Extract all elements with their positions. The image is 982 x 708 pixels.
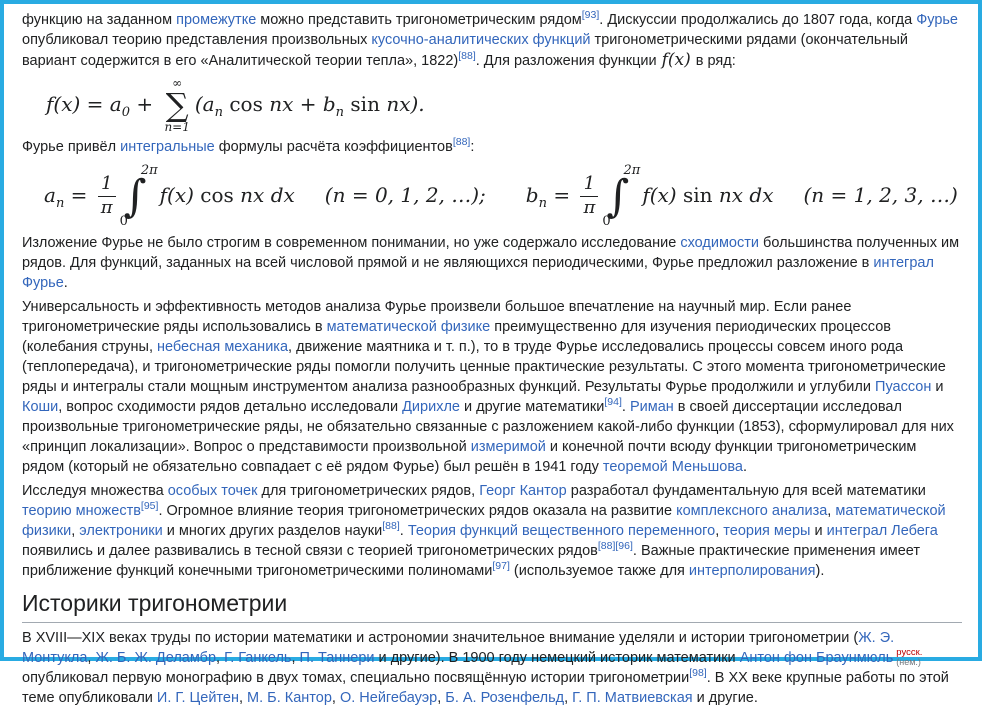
reference-link[interactable]: [93] bbox=[581, 9, 600, 22]
wikipedia-article-content bbox=[4, 4, 978, 708]
wiki-link[interactable]: Пуассон bbox=[875, 379, 932, 395]
sum-upper-limit: ∞ bbox=[172, 76, 183, 91]
integral-operator bbox=[119, 162, 158, 229]
wiki-link[interactable]: Теория функций вещественного переменного bbox=[407, 523, 716, 539]
text: , вопрос сходимости рядов детально исследовали bbox=[58, 399, 403, 415]
wiki-link[interactable]: небесная механика bbox=[157, 339, 289, 355]
wiki-link[interactable]: М. Б. Кантор bbox=[247, 689, 332, 706]
math-function: cos bbox=[222, 92, 270, 116]
text: и другие). В 1900 году немецкий историк математики bbox=[374, 649, 740, 666]
wiki-link[interactable]: Георг Кантор bbox=[479, 483, 567, 499]
paragraph-fourier-rigor bbox=[22, 233, 962, 293]
text: тригонометрическими рядами (окончательный вариант содержится в его «Аналитической теории тепла», 1822) bbox=[22, 32, 908, 69]
wiki-link[interactable]: Ж. Б. Ж. Деламбр bbox=[95, 649, 217, 666]
section-title: Историки тригонометрии bbox=[22, 590, 288, 616]
wiki-link[interactable]: И. Г. Цейтен bbox=[156, 689, 239, 706]
text: , bbox=[437, 689, 446, 706]
text: появились и далее развивались в тесной связи с теорией тригонометрических рядов bbox=[22, 543, 598, 559]
text: , bbox=[331, 689, 340, 706]
math-text: f(x) bbox=[159, 183, 194, 207]
reference-superscript bbox=[492, 558, 510, 572]
wiki-link[interactable]: теоремой Меньшова bbox=[602, 459, 743, 475]
text: и bbox=[810, 523, 827, 539]
text: , bbox=[238, 689, 248, 706]
text: , bbox=[715, 523, 724, 539]
reference-superscript bbox=[582, 7, 600, 21]
math-text: f(x) = a bbox=[46, 92, 122, 116]
paragraph-set-theory bbox=[22, 481, 962, 581]
wiki-link[interactable]: измеримой bbox=[470, 439, 546, 455]
integral-symbol: ∫ bbox=[606, 170, 630, 222]
text: и другие. bbox=[692, 689, 758, 706]
integral-operator bbox=[602, 162, 641, 229]
wiki-link[interactable]: кусочно-аналитических функций bbox=[371, 32, 591, 48]
integral-upper-limit: 2π bbox=[140, 162, 158, 178]
integral-lower-limit: 0 bbox=[602, 213, 611, 229]
wiki-link[interactable]: Б. А. Розенфельд bbox=[445, 689, 565, 706]
text: . bbox=[742, 459, 747, 475]
inline-math: f(x) bbox=[661, 50, 691, 70]
reference-link[interactable]: [88] bbox=[458, 50, 476, 63]
fraction-denominator: π bbox=[100, 197, 113, 218]
paragraph-fourier-impact bbox=[22, 297, 962, 477]
math-text: = bbox=[546, 183, 577, 207]
math-text: f(x) bbox=[642, 183, 677, 207]
text: ). bbox=[815, 563, 825, 579]
wiki-link[interactable]: Фурье bbox=[916, 12, 958, 28]
reference-link[interactable]: [88][96] bbox=[597, 540, 633, 553]
text: и bbox=[931, 379, 944, 395]
wiki-link[interactable]: интегральные bbox=[120, 139, 215, 155]
wiki-link[interactable]: интеграл Фурье bbox=[22, 255, 934, 291]
text: , bbox=[71, 523, 80, 539]
fraction bbox=[580, 174, 598, 218]
math-text: nx dx bbox=[718, 183, 774, 207]
text: : bbox=[470, 139, 475, 155]
text: , bbox=[87, 649, 96, 666]
text: , движение маятника и т. п.), то в труде Фурье исследовались процессы совсем иного рода (теплопередача), и тригонометрические ряды помогли получить ценные практические результаты. С этого момента тригонометрические ряды и интегралы стали мощным инструментом анализа разнообразных функций. Результаты Фурье продолжили и углубили bbox=[22, 339, 946, 395]
text: . bbox=[63, 275, 68, 291]
math-text: = bbox=[64, 183, 94, 207]
text: формулы расчёта коэффициентов bbox=[214, 139, 453, 155]
math-function: sin bbox=[344, 92, 387, 116]
text: Исследуя множества bbox=[22, 483, 168, 499]
wiki-link[interactable]: особых точек bbox=[167, 483, 258, 499]
text: (используемое также для bbox=[509, 563, 689, 579]
math-text: + bbox=[129, 92, 160, 116]
text: . bbox=[399, 523, 408, 539]
sum-lower-limit: n=1 bbox=[164, 119, 190, 134]
sigma-symbol: ∑ bbox=[165, 86, 189, 125]
language-label[interactable]: (нем.) bbox=[896, 657, 921, 668]
math-text: + b bbox=[293, 92, 336, 116]
math-text: b bbox=[525, 183, 539, 207]
wiki-link[interactable]: интеграл Лебега bbox=[826, 523, 938, 539]
math-subscript: n bbox=[214, 105, 223, 120]
reference-link[interactable]: [95] bbox=[140, 500, 159, 513]
math-subscript: n bbox=[55, 196, 65, 211]
reference-superscript bbox=[604, 394, 622, 408]
text: В XVIII—XIX веках труды по истории математики и астрономии значительное внимание уделяли и истории тригонометрии ( bbox=[22, 629, 859, 646]
wiki-link[interactable]: Риман bbox=[629, 399, 674, 415]
math-subscript: 0 bbox=[121, 105, 130, 120]
math-text: nx dx bbox=[240, 183, 295, 207]
wiki-link[interactable]: Ж. Э. Монтукла bbox=[22, 629, 895, 666]
text: и другие математики bbox=[459, 399, 605, 415]
text: , bbox=[291, 649, 300, 666]
formula-fourier-coefficients bbox=[44, 161, 962, 229]
formula-fourier-series bbox=[46, 75, 962, 133]
wiki-link[interactable]: сходимости bbox=[680, 235, 759, 251]
reference-link[interactable]: [88] bbox=[452, 136, 471, 149]
text: в своей диссертации исследовал произвольные тригонометрические ряды, не обязательно связанные с разложением какой-либо функции (1853), сформулировал для них «принцип локализации». Вопрос о представимости произвольной bbox=[22, 399, 954, 455]
reference-link[interactable]: [88] bbox=[382, 520, 400, 533]
wiki-link[interactable]: комплексного анализа bbox=[676, 503, 828, 519]
fraction-denominator: π bbox=[583, 197, 596, 218]
wiki-link[interactable]: Дирихле bbox=[402, 399, 460, 415]
text: для тригонометрических рядов, bbox=[257, 483, 480, 499]
fraction-numerator: 1 bbox=[583, 173, 596, 195]
text: Универсальность и эффективность методов анализа Фурье произвели большое впечатление на научный мир. Если ранее тригонометрические ряды использовались в bbox=[22, 299, 852, 335]
text: Фурье привёл bbox=[22, 139, 121, 155]
wiki-link[interactable]: Г. Ганкель bbox=[224, 649, 292, 666]
wiki-link[interactable]: математической физике bbox=[326, 319, 491, 335]
math-function: sin bbox=[676, 183, 719, 207]
integral-lower-limit: 0 bbox=[119, 213, 128, 229]
wiki-link[interactable]: математической физики bbox=[22, 503, 946, 539]
text: большинства полученных им рядов. Для функций, заданных на всей числовой прямой и не являющихся периодическими, Фурье предложил разложение в bbox=[22, 235, 960, 271]
text: функцию на заданном bbox=[22, 12, 177, 28]
wiki-link[interactable]: теория меры bbox=[723, 523, 811, 539]
text: и конечной почти всюду функции тригонометрическим рядом (который не обязательно совпадает с её рядом Фурье) был решён в 1941 году bbox=[22, 439, 917, 475]
math-text: (n = 0, 1, 2, …); bbox=[324, 183, 486, 207]
reference-link[interactable]: [97] bbox=[492, 560, 510, 573]
math-subscript: n bbox=[335, 105, 345, 120]
text: и многих других разделов науки bbox=[162, 523, 383, 539]
math-text: a bbox=[44, 183, 56, 207]
wiki-link[interactable]: Коши bbox=[22, 399, 59, 415]
wiki-link[interactable]: электроники bbox=[79, 523, 163, 539]
fraction-numerator: 1 bbox=[100, 173, 113, 195]
paragraph-historians bbox=[22, 628, 962, 708]
math-function: cos bbox=[193, 183, 241, 207]
text: . bbox=[621, 399, 630, 415]
text: Изложение Фурье не было строгим в современном понимании, но уже содержало исследование bbox=[22, 235, 681, 251]
paragraph-fourier-discussion bbox=[22, 10, 962, 71]
text: . Важные практические применения имеет приближение функций конечными тригонометрическими полиномами bbox=[22, 543, 921, 579]
text: . В XX веке крупные работы по этой теме опубликовали bbox=[22, 669, 949, 706]
reference-superscript bbox=[382, 518, 400, 532]
text: . Огромное влияние теория тригонометрических рядов оказала на развитие bbox=[158, 503, 677, 519]
redlink-label[interactable]: русск. bbox=[896, 647, 923, 659]
fraction bbox=[98, 174, 116, 218]
text: разработал фундаментальную для всей математики bbox=[566, 483, 926, 499]
wiki-link[interactable]: промежутке bbox=[176, 12, 257, 28]
wiki-link[interactable]: теорию множеств bbox=[22, 503, 141, 519]
reference-link[interactable]: [98] bbox=[689, 666, 707, 679]
reference-superscript bbox=[141, 498, 159, 512]
wiki-link[interactable]: интерполирования bbox=[688, 563, 816, 579]
math-text: (a bbox=[194, 92, 215, 116]
text: опубликовал теорию представления произвольных bbox=[22, 32, 372, 48]
wiki-link[interactable]: О. Нейгебауэр bbox=[339, 689, 438, 706]
section-heading-historians bbox=[22, 589, 962, 623]
text: опубликовал первую монографию в двух томах, специально посвящённую истории тригонометрии bbox=[22, 669, 690, 686]
text: , bbox=[564, 689, 573, 706]
math-text: (n = 1, 2, 3, …) bbox=[803, 183, 958, 207]
reference-superscript bbox=[598, 538, 633, 552]
math-text: nx bbox=[269, 92, 294, 116]
wiki-link[interactable]: Г. П. Матвиевская bbox=[572, 689, 693, 706]
math-subscript: n bbox=[538, 196, 547, 211]
paragraph-coefficients-intro bbox=[22, 137, 962, 157]
summation-operator bbox=[164, 77, 189, 134]
interlanguage-note bbox=[896, 649, 922, 667]
text: . Дискуссии продолжались до 1807 года, когда bbox=[599, 12, 917, 28]
wiki-link[interactable]: Антон фон Браунмюль bbox=[739, 649, 894, 666]
text: , bbox=[216, 649, 225, 666]
text: преимущественно для изучения периодических процессов (колебания струны, bbox=[22, 319, 891, 355]
reference-superscript bbox=[458, 48, 476, 62]
math-text: ). bbox=[410, 92, 425, 116]
math-text: nx bbox=[386, 92, 411, 116]
reference-link[interactable]: [94] bbox=[604, 396, 622, 409]
reference-superscript bbox=[689, 665, 707, 679]
integral-symbol: ∫ bbox=[123, 170, 147, 222]
integral-upper-limit: 2π bbox=[623, 162, 641, 178]
text: в ряд: bbox=[691, 53, 736, 69]
reference-superscript bbox=[453, 134, 471, 148]
text: , bbox=[827, 503, 836, 519]
wiki-link[interactable]: П. Таннери bbox=[299, 649, 375, 666]
text: . Для разложения функции bbox=[475, 53, 661, 69]
text: можно представить тригонометрическим рядом bbox=[256, 12, 582, 28]
